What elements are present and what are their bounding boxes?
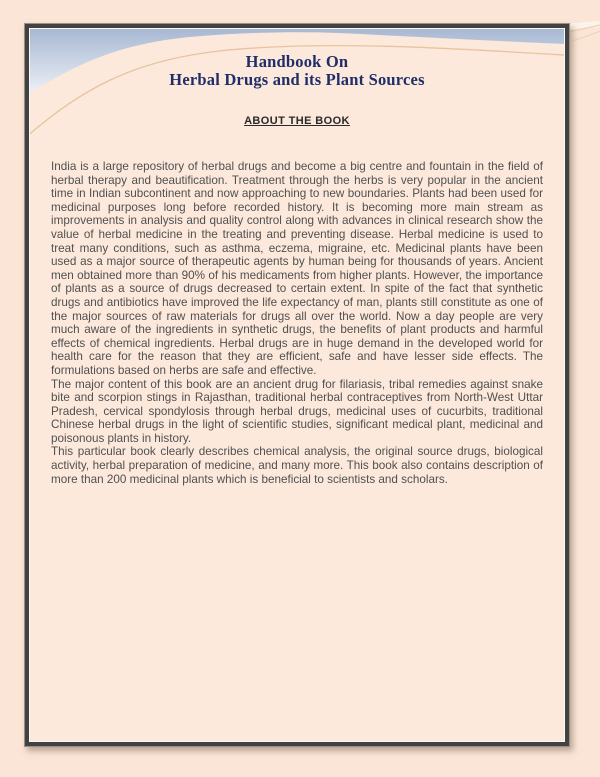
document-frame xyxy=(24,23,570,747)
frame-border xyxy=(25,24,569,746)
section-heading: ABOUT THE BOOK xyxy=(244,115,350,127)
paragraph: India is a large repository of herbal drugs and become a big centre and fountain in the field of herbal therapy and beautification. Treatment through the herbs is very popular in the ancient time in Indian subcontinent and now approaching to new boundaries. Plants had been used for medicinal purposes long before recorded history. It is becoming more main stream as improvements in analysis and quality control along with advances in clinical research show the value of herbal medicine in the treating and preventing disease. Herbal medicine is used to treat many conditions, such as asthma, eczema, migraine, etc. Medicinal plants have been used as a major source of therapeutic agents by human being for thousands of years. Ancient men obtained more than 90% of his medicaments from higher plants. However, the importance of plants as a source of drugs decreased to certain extent. In spite of the fact that synthetic drugs and antibiotics have improved the life expectancy of man, plants still constitute as one of the major sources of raw materials for drugs all over the world. Now a day people are very much aware of the ingredients in synthetic drugs, the benefits of plant products and harmful effects of chemical ingredients. Herbal drugs are in huge demand in the developed world for health care for the reason that they are efficient, safe and have lesser side effects. The formulations based on herbs are safe and effective. xyxy=(51,160,543,377)
paragraph: The major content of this book are an ancient drug for filariasis, tribal remedies against snake bite and scorpion stings in Rajasthan, traditional herbal contraceptives from North-West Uttar Pradesh, cervical spondylosis through herbal drugs, medicinal uses of cucurbits, traditional Chinese herbal drugs in the light of scientific studies, significant medical plant, medicinal and poisonous plants in history. xyxy=(51,377,543,445)
paragraph: This particular book clearly describes chemical analysis, the original source drugs, biological activity, herbal preparation of medicine, and many more. This book also contains description of more than 200 medicinal plants which is beneficial to scientists and scholars. xyxy=(51,445,543,486)
page-panel xyxy=(29,28,565,742)
book-title-line1: Handbook On xyxy=(245,52,349,71)
book-title-line2: Herbal Drugs and its Plant Sources xyxy=(169,69,425,89)
about-text xyxy=(51,160,543,486)
book-title xyxy=(30,53,564,89)
